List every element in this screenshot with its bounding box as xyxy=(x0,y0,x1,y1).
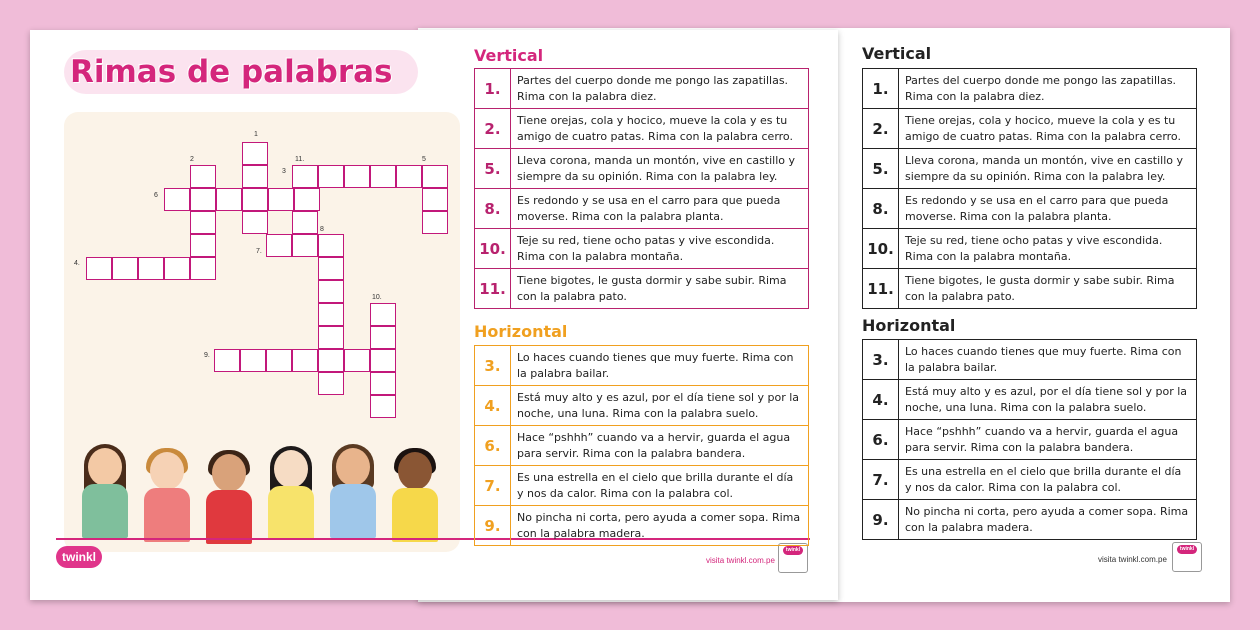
clue-number: 6. xyxy=(475,426,511,466)
crossword-cell[interactable] xyxy=(318,234,344,257)
crossword-cell[interactable] xyxy=(164,257,190,280)
clue-row xyxy=(863,69,1197,109)
crossword-cell[interactable] xyxy=(86,257,112,280)
clue-number: 8. xyxy=(863,189,899,229)
clue-number: 7. xyxy=(475,466,511,506)
clue-text: Está muy alto y es azul, por el día tiene sol y por la noche, una luna. Rima con la palabra suelo. xyxy=(511,386,809,426)
crossword-cell[interactable] xyxy=(318,257,344,280)
crossword-cell[interactable] xyxy=(164,188,190,211)
crossword-cell[interactable] xyxy=(422,188,448,211)
crossword-cell[interactable] xyxy=(292,211,318,234)
crossword-cell[interactable] xyxy=(396,165,422,188)
vertical-clues xyxy=(474,68,809,309)
clue-row xyxy=(475,69,809,109)
horizontal-clues xyxy=(474,345,809,546)
clue-text: Partes del cuerpo donde me pongo las zapatillas. Rima con la palabra diez. xyxy=(899,69,1197,109)
clue-number: 2. xyxy=(475,109,511,149)
crossword-cell[interactable] xyxy=(138,257,164,280)
clue-row xyxy=(863,340,1197,380)
crossword-cell[interactable] xyxy=(242,142,268,165)
clue-row xyxy=(475,109,809,149)
clue-text: Hace “pshhh” cuando va a hervir, guarda el agua para servir. Rima con la palabra bandera. xyxy=(511,426,809,466)
clue-row xyxy=(863,189,1197,229)
clue-number: 3. xyxy=(863,340,899,380)
crossword-cell[interactable] xyxy=(294,188,320,211)
crossword-cell[interactable] xyxy=(240,349,266,372)
vertical-title: Vertical xyxy=(474,46,544,65)
clue-text: Tiene bigotes, le gusta dormir y sabe subir. Rima con la palabra pato. xyxy=(511,269,809,309)
clue-text: Lo haces cuando tienes que muy fuerte. Rima con la palabra bailar. xyxy=(899,340,1197,380)
child-figure xyxy=(388,452,442,552)
crossword-cell[interactable] xyxy=(242,165,268,188)
crossword-cell[interactable] xyxy=(422,211,448,234)
clue-text: Es una estrella en el cielo que brilla durante el día y nos da calor. Rima con la palabra col. xyxy=(511,466,809,506)
quality-badge: twinkl xyxy=(778,543,808,573)
clue-number-label: 11. xyxy=(295,156,305,163)
clue-row xyxy=(863,109,1197,149)
clue-number: 4. xyxy=(475,386,511,426)
clue-number: 9. xyxy=(475,506,511,546)
crossword-cell[interactable] xyxy=(266,234,292,257)
back-horizontal-clues xyxy=(862,339,1197,540)
clue-number: 1. xyxy=(475,69,511,109)
clue-text: Tiene orejas, cola y hocico, mueve la cola y es tu amigo de cuatro patas. Rima con la palabra cerro. xyxy=(899,109,1197,149)
clue-text: Es redondo y se usa en el carro para que pueda moverse. Rima con la palabra planta. xyxy=(899,189,1197,229)
crossword-cell[interactable] xyxy=(112,257,138,280)
clue-number: 10. xyxy=(863,229,899,269)
clue-number-label: 4. xyxy=(74,260,80,267)
clue-text: Lo haces cuando tienes que muy fuerte. Rima con la palabra bailar. xyxy=(511,346,809,386)
child-figure xyxy=(264,450,318,552)
crossword-cell[interactable] xyxy=(292,165,318,188)
clue-number-label: 3 xyxy=(282,168,286,175)
clue-row xyxy=(475,386,809,426)
horizontal-title: Horizontal xyxy=(474,322,568,341)
clue-number-label: 7. xyxy=(256,248,262,255)
clue-number: 8. xyxy=(475,189,511,229)
crossword-cell[interactable] xyxy=(318,372,344,395)
clue-row xyxy=(475,346,809,386)
clue-text: Tiene orejas, cola y hocico, mueve la cola y es tu amigo de cuatro patas. Rima con la palabra cerro. xyxy=(511,109,809,149)
crossword-cell[interactable] xyxy=(190,165,216,188)
clue-row xyxy=(863,500,1197,540)
clue-row xyxy=(863,269,1197,309)
clue-number: 4. xyxy=(863,380,899,420)
clue-row xyxy=(863,380,1197,420)
clue-number: 11. xyxy=(863,269,899,309)
clue-number: 1. xyxy=(863,69,899,109)
crossword-cell[interactable] xyxy=(190,188,216,211)
crossword-cell[interactable] xyxy=(318,349,344,372)
clue-number-label: 8 xyxy=(320,226,324,233)
crossword-cell[interactable] xyxy=(344,349,370,372)
clue-row xyxy=(475,189,809,229)
clue-row xyxy=(475,269,809,309)
clue-number: 7. xyxy=(863,460,899,500)
clue-number: 3. xyxy=(475,346,511,386)
clue-number: 5. xyxy=(863,149,899,189)
clue-row xyxy=(475,466,809,506)
crossword-cell[interactable] xyxy=(370,395,396,418)
twinkl-logo: twinkl xyxy=(56,546,102,568)
clue-number-label: 10. xyxy=(372,294,382,301)
clue-row xyxy=(475,229,809,269)
clue-text: Está muy alto y es azul, por el día tiene sol y por la noche, una luna. Rima con la palabra suelo. xyxy=(899,380,1197,420)
crossword-cell[interactable] xyxy=(242,188,268,211)
crossword-cell[interactable] xyxy=(214,349,240,372)
back-vertical-clues xyxy=(862,68,1197,309)
crossword-cell[interactable] xyxy=(242,211,268,234)
clue-text: Lleva corona, manda un montón, vive en castillo y siempre da su opinión. Rima con la palabra ley. xyxy=(899,149,1197,189)
crossword-cell[interactable] xyxy=(318,326,344,349)
child-figure xyxy=(140,452,194,552)
front-worksheet xyxy=(30,30,838,600)
crossword-cell[interactable] xyxy=(190,234,216,257)
clue-text: Teje su red, tiene ocho patas y vive escondida. Rima con la palabra montaña. xyxy=(899,229,1197,269)
clue-text: Es redondo y se usa en el carro para que pueda moverse. Rima con la palabra planta. xyxy=(511,189,809,229)
clue-text: Teje su red, tiene ocho patas y vive escondida. Rima con la palabra montaña. xyxy=(511,229,809,269)
clue-number: 2. xyxy=(863,109,899,149)
clue-text: No pincha ni corta, pero ayuda a comer sopa. Rima con la palabra madera. xyxy=(511,506,809,546)
clue-text: No pincha ni corta, pero ayuda a comer sopa. Rima con la palabra madera. xyxy=(899,500,1197,540)
clue-number: 10. xyxy=(475,229,511,269)
crossword-cell[interactable] xyxy=(190,257,216,280)
clue-text: Partes del cuerpo donde me pongo las zapatillas. Rima con la palabra diez. xyxy=(511,69,809,109)
crossword-cell[interactable] xyxy=(370,372,396,395)
clue-text: Tiene bigotes, le gusta dormir y sabe subir. Rima con la palabra pato. xyxy=(899,269,1197,309)
clue-row xyxy=(475,506,809,546)
clue-number-label: 9. xyxy=(204,352,210,359)
quality-badge: twinkl xyxy=(1172,542,1202,572)
crossword-cell[interactable] xyxy=(344,165,370,188)
clue-number-label: 1 xyxy=(254,131,258,138)
crossword-cell[interactable] xyxy=(318,303,344,326)
clue-number-label: 5 xyxy=(422,156,426,163)
clue-number: 11. xyxy=(475,269,511,309)
clue-row xyxy=(863,149,1197,189)
back-footer-url: visita twinkl.com.pe xyxy=(1098,555,1167,564)
crossword-cell[interactable] xyxy=(292,349,318,372)
clue-number: 5. xyxy=(475,149,511,189)
clue-row xyxy=(475,426,809,466)
crossword-cell[interactable] xyxy=(216,188,242,211)
crossword-cell[interactable] xyxy=(370,303,396,326)
back-vertical-title: Vertical xyxy=(862,44,932,63)
crossword-cell[interactable] xyxy=(370,349,396,372)
clue-row xyxy=(863,460,1197,500)
clue-number-label: 6 xyxy=(154,192,158,199)
clue-number: 6. xyxy=(863,420,899,460)
clue-text: Hace “pshhh” cuando va a hervir, guarda el agua para servir. Rima con la palabra bandera. xyxy=(899,420,1197,460)
crossword-cell[interactable] xyxy=(370,165,396,188)
clue-text: Lleva corona, manda un montón, vive en castillo y siempre da su opinión. Rima con la palabra ley. xyxy=(511,149,809,189)
crossword-cell[interactable] xyxy=(190,211,216,234)
clue-text: Es una estrella en el cielo que brilla durante el día y nos da calor. Rima con la palabra col. xyxy=(899,460,1197,500)
child-figure xyxy=(78,448,132,552)
page-title: Rimas de palabras xyxy=(70,54,393,90)
crossword-cell[interactable] xyxy=(422,165,448,188)
crossword-cell[interactable] xyxy=(268,188,294,211)
crossword-cell[interactable] xyxy=(370,326,396,349)
crossword-cell[interactable] xyxy=(318,165,344,188)
crossword-cell[interactable] xyxy=(266,349,292,372)
clue-number: 9. xyxy=(863,500,899,540)
crossword-cell[interactable] xyxy=(318,280,344,303)
front-footer-url: visita twinkl.com.pe xyxy=(706,556,775,565)
children-illustration xyxy=(78,440,454,552)
clue-number-label: 2 xyxy=(190,156,194,163)
clue-row xyxy=(475,149,809,189)
crossword-cell[interactable] xyxy=(292,234,318,257)
child-figure xyxy=(326,448,380,552)
back-horizontal-title: Horizontal xyxy=(862,316,956,335)
clue-row xyxy=(863,229,1197,269)
clue-row xyxy=(863,420,1197,460)
